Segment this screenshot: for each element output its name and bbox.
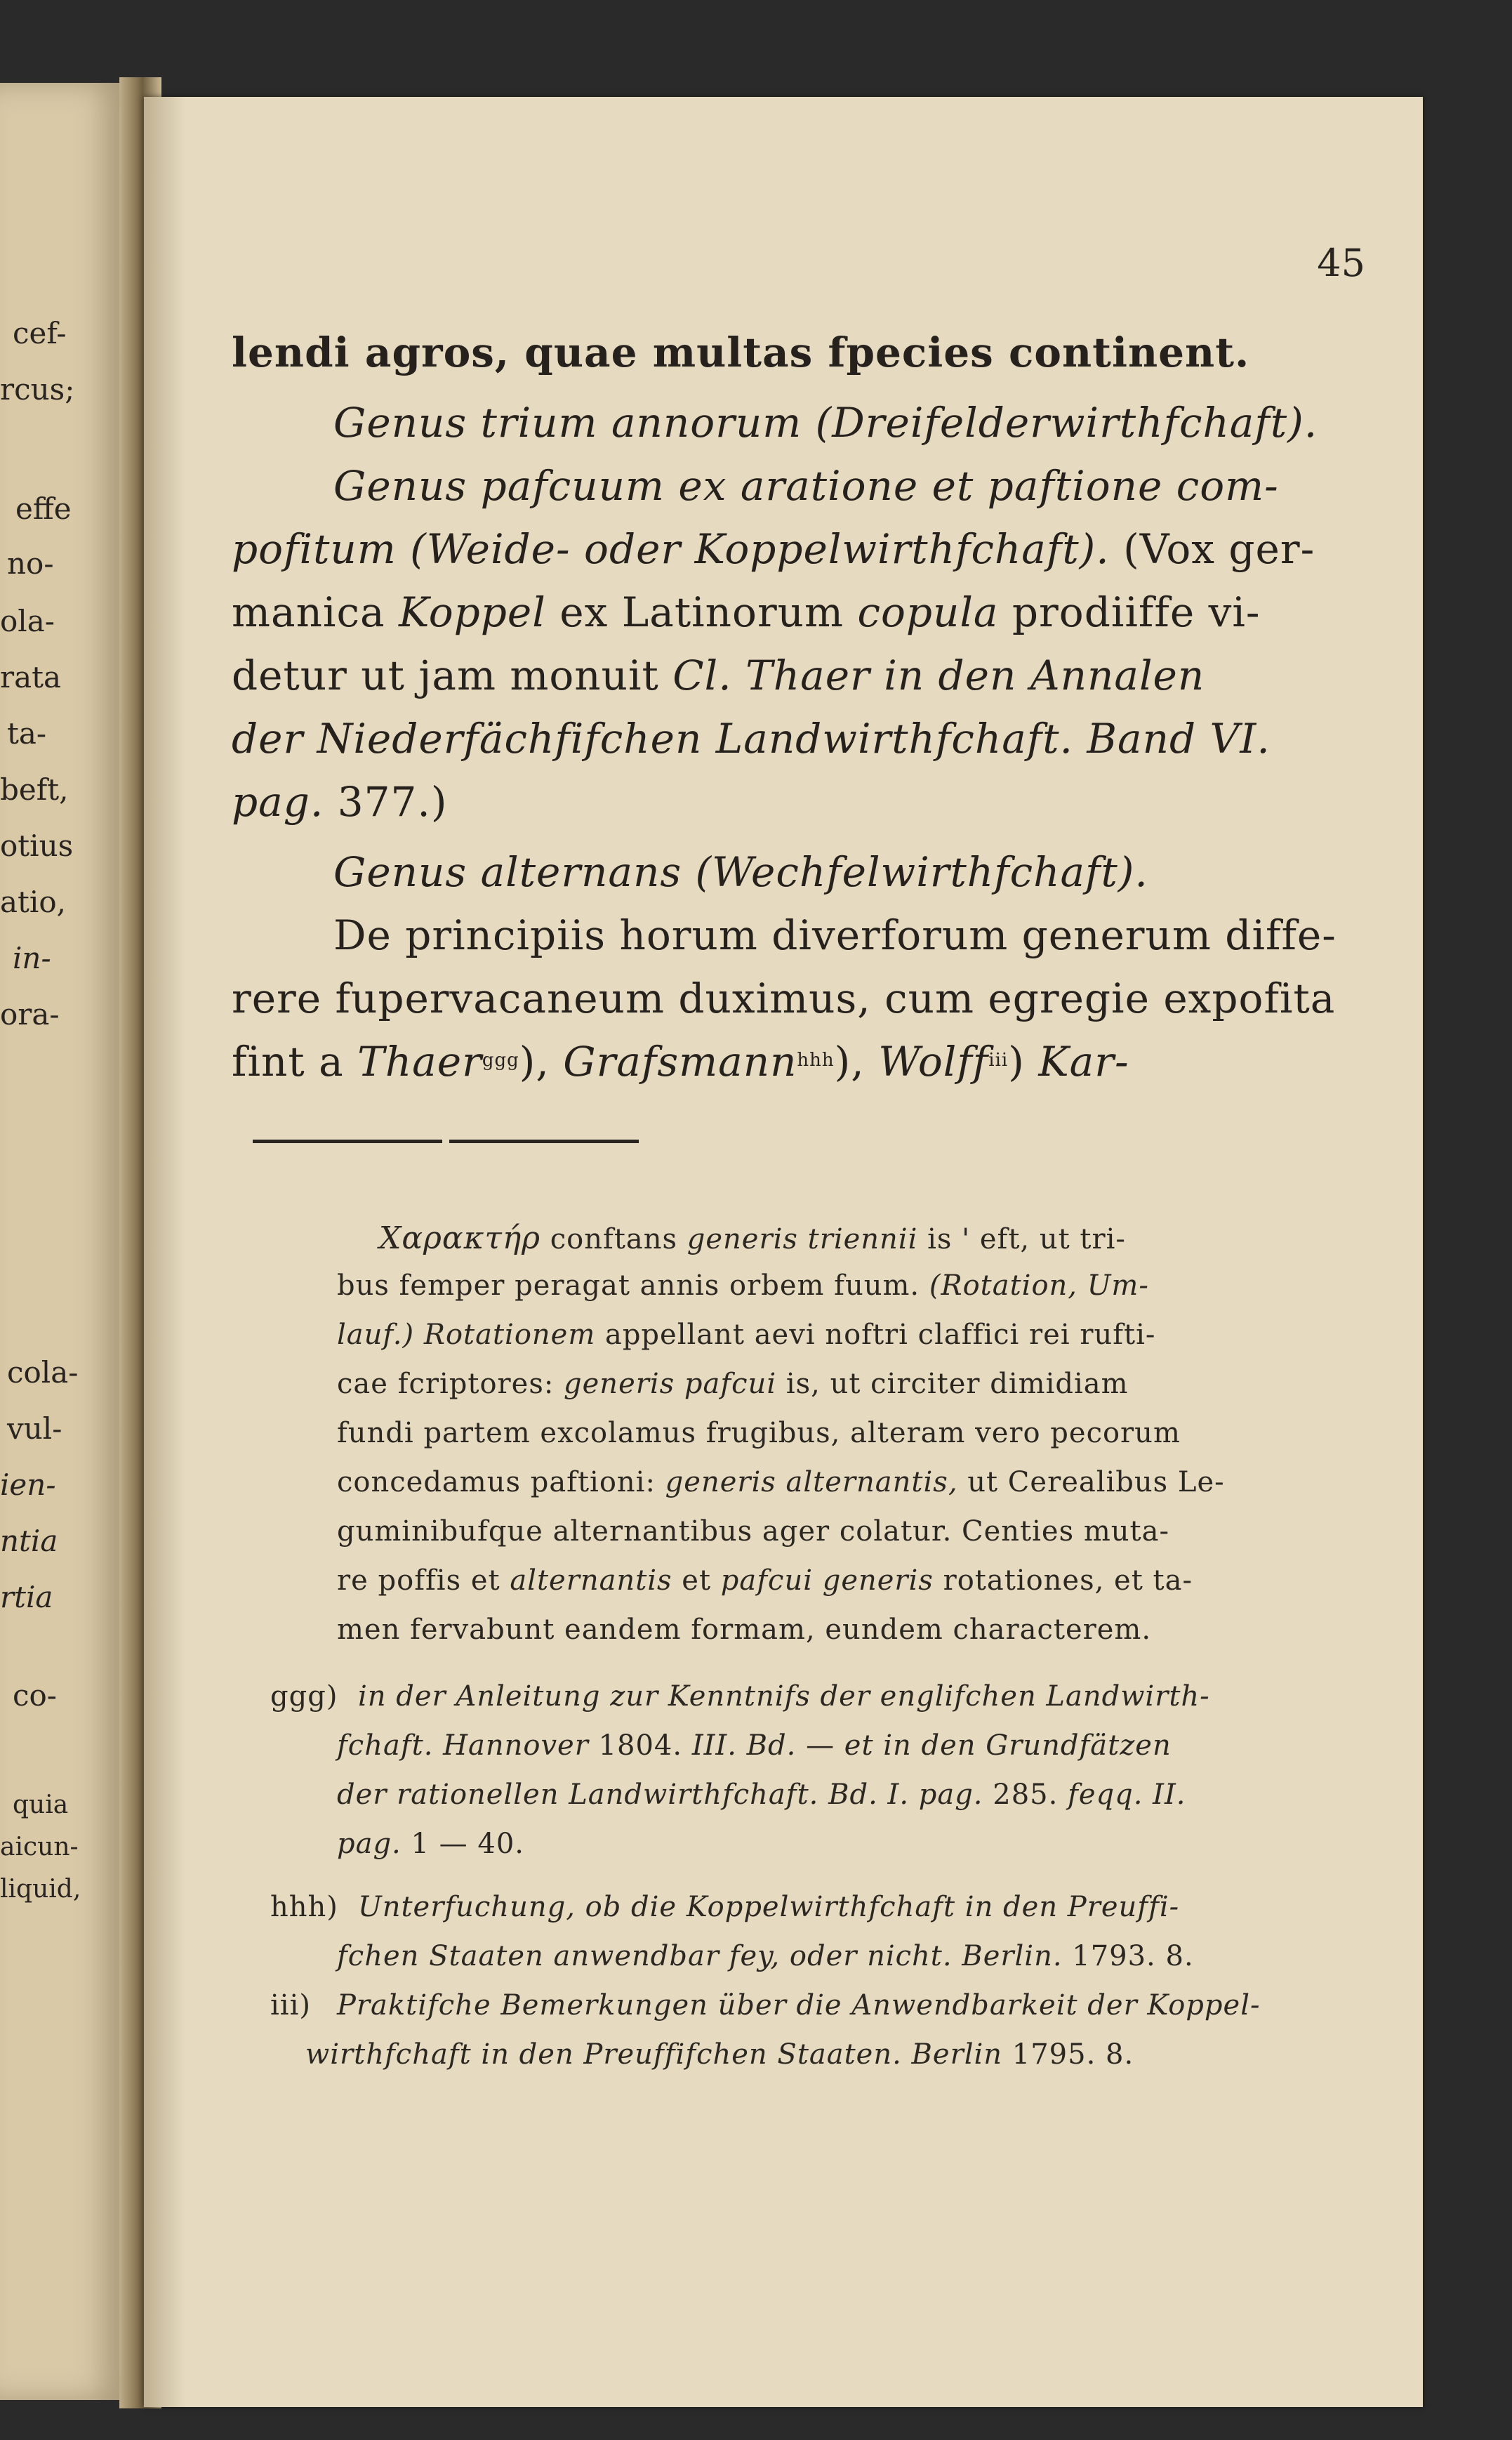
reference-line: Unterfuchung, ob die Koppelwirthfchaft in den Preuffi- — [358, 1891, 1180, 1923]
text-span — [414, 1319, 424, 1351]
footnote-marker: iii — [988, 1050, 1009, 1071]
text-span: III. Bd. — [691, 1729, 797, 1762]
text-span: lendi agros, quae multas fpecies continent. — [232, 329, 1250, 376]
text-line — [232, 715, 1271, 763]
left-fragment: quia — [13, 1791, 69, 1819]
reference-line: Praktifche Bemerkungen über die Anwendbarkeit der Koppel- — [337, 1989, 1261, 2022]
left-fragment: effe — [15, 492, 72, 526]
left-fragment: beft, — [0, 772, 69, 807]
reference-line — [305, 2038, 1134, 2071]
text-span: (Rotation, Um- — [929, 1270, 1149, 1302]
text-span: guminibufque alternantibus ager colatur. Centies muta- — [337, 1515, 1169, 1548]
reference-line — [337, 1729, 1172, 1762]
text-span: Thaer — [357, 1038, 482, 1086]
text-span: is ' eft, ut tri- — [917, 1223, 1126, 1255]
reference-line: in der Anleitung zur Kenntnifs der englifchen Landwirth- — [358, 1680, 1210, 1713]
footnote-line — [337, 1466, 1225, 1498]
left-page — [0, 83, 125, 2400]
text-span: conftans — [541, 1223, 687, 1255]
left-fragment: ola- — [0, 604, 55, 638]
text-span: ), — [834, 1038, 879, 1086]
reference-line — [337, 1940, 1194, 1972]
text-line — [232, 1038, 1129, 1086]
reference-line — [337, 1828, 524, 1860]
text-line — [333, 462, 1279, 510]
text-span: appellant aevi noftri claffici rei rufti- — [595, 1319, 1156, 1351]
text-span: fchaft. Hannover — [337, 1729, 589, 1762]
text-span: Rotationem — [423, 1319, 596, 1351]
footnote-line — [337, 1564, 1193, 1597]
text-span: — — [796, 1729, 844, 1762]
text-span: pafcui generis — [720, 1564, 934, 1597]
text-span: prodiiffe vi- — [998, 588, 1261, 636]
page-number: 45 — [1317, 241, 1365, 285]
text-span: 377.) — [324, 778, 448, 826]
text-span: 1793. 8. — [1062, 1940, 1194, 1972]
left-fragment: otius — [0, 829, 74, 863]
text-span: ), — [519, 1038, 564, 1086]
text-span: Genus trium annorum (Dreifelderwirthfchaft). — [333, 399, 1318, 447]
left-fragment: cef- — [13, 316, 67, 350]
left-fragment: ien- — [0, 1468, 56, 1502]
text-line — [333, 848, 1148, 896]
text-span: Kar- — [1038, 1038, 1129, 1086]
text-span: ut Cerealibus Le- — [957, 1466, 1225, 1498]
left-fragment: rcus; — [0, 372, 75, 407]
text-span: wirthfchaft in den Preuffifchen Staaten. Berlin — [305, 2038, 1003, 2071]
text-line — [232, 778, 448, 826]
text-span: 1804. — [588, 1729, 692, 1762]
footnote-marker: ggg — [482, 1050, 519, 1071]
text-span: rere fupervacaneum duximus, cum egregie expofita — [232, 975, 1336, 1022]
text-span: De principiis horum diverforum generum diffe- — [333, 911, 1337, 959]
footnote-rule — [253, 1140, 442, 1143]
text-span: 1795. 8. — [1002, 2038, 1134, 2071]
text-span: re poffis et — [337, 1564, 510, 1597]
text-span: ) — [1008, 1038, 1039, 1086]
text-line — [333, 911, 1337, 959]
text-span: pag. — [337, 1828, 402, 1860]
text-span: Wolff — [878, 1038, 989, 1086]
text-line — [232, 975, 1335, 1022]
reference-label: iii) — [270, 1989, 311, 2022]
left-fragment: co- — [13, 1678, 57, 1713]
left-fragment: ta- — [7, 716, 47, 751]
text-span: Grafsmann — [563, 1038, 797, 1086]
text-span: men fervabunt eandem formam, eundem characterem. — [337, 1614, 1152, 1646]
reference-label: hhh) — [270, 1891, 338, 1923]
footnote-line — [337, 1614, 1151, 1646]
text-span: copula — [857, 588, 999, 636]
text-span: et — [672, 1564, 721, 1597]
text-span: 1 — 40. — [401, 1828, 524, 1860]
text-span: generis triennii — [687, 1223, 918, 1255]
text-span: bus femper peragat annis orbem fuum. — [337, 1270, 929, 1302]
footnote-line — [337, 1368, 1129, 1400]
left-fragment: rata — [0, 660, 62, 694]
text-span: generis alternantis, — [665, 1466, 958, 1498]
text-line — [232, 652, 1205, 699]
text-span: Χαρακτήρ — [379, 1220, 541, 1256]
text-span: is, ut circiter dimidiam — [776, 1368, 1129, 1400]
text-span: ex Latinorum — [545, 588, 858, 636]
text-line — [232, 329, 1249, 376]
text-span: et in den Grundfätzen — [844, 1729, 1172, 1762]
text-span: cae fcriptores: — [337, 1368, 564, 1400]
text-span: Genus alternans (Wechfelwirthfchaft). — [333, 848, 1148, 896]
text-span: fint a — [232, 1038, 358, 1086]
text-span: lauf.) — [337, 1319, 415, 1351]
text-span: concedamus paftioni: — [337, 1466, 665, 1498]
left-fragment: atio, — [0, 885, 66, 919]
text-span: alternantis — [510, 1564, 672, 1597]
left-fragment: ntia — [0, 1524, 58, 1558]
left-fragment: rtia — [0, 1580, 53, 1614]
text-span: Genus pafcuum ex aratione et paftione com- — [333, 462, 1279, 510]
left-fragment: no- — [7, 546, 54, 581]
text-span: feqq. II. — [1068, 1779, 1186, 1811]
footnote-line — [379, 1220, 1126, 1256]
text-span: generis pafcui — [564, 1368, 777, 1400]
footnote-marker: hhh — [797, 1050, 835, 1071]
reference-line — [337, 1779, 1186, 1811]
right-page — [144, 97, 1423, 2407]
text-span: pofitum (Weide- oder Koppelwirthfchaft). — [232, 525, 1110, 573]
left-fragment: cola- — [7, 1355, 79, 1390]
text-line — [232, 525, 1315, 573]
footnote-line — [337, 1515, 1169, 1548]
text-line — [333, 399, 1318, 447]
text-line — [232, 588, 1261, 636]
text-span: Koppel — [398, 588, 546, 636]
left-fragment: aicun- — [0, 1833, 79, 1861]
footnote-line — [337, 1270, 1149, 1302]
text-span: der rationellen Landwirthfchaft. Bd. I. pag. — [337, 1779, 983, 1811]
text-span: 285. — [983, 1779, 1068, 1811]
text-span: Cl. Thaer in den Annalen — [672, 652, 1205, 699]
text-span: pag. — [232, 778, 324, 826]
text-span: fchen Staaten anwendbar fey, oder nicht. Berlin. — [337, 1940, 1063, 1972]
text-span: (Vox ger- — [1109, 525, 1315, 573]
reference-label: ggg) — [270, 1680, 338, 1713]
left-fragment: liquid, — [0, 1875, 81, 1904]
left-fragment: vul- — [7, 1411, 62, 1446]
footnote-line — [337, 1319, 1155, 1351]
footnote-rule — [449, 1140, 639, 1143]
text-span: fundi partem excolamus frugibus, alteram vero pecorum — [337, 1417, 1181, 1449]
text-span: der Niederfächfifchen Landwirthfchaft. Band VI. — [232, 715, 1271, 763]
footnote-line — [337, 1417, 1181, 1449]
text-span: detur ut jam monuit — [232, 652, 673, 699]
text-span: manica — [232, 588, 399, 636]
text-span: rotationes, et ta- — [933, 1564, 1193, 1597]
left-fragment: ora- — [0, 997, 60, 1031]
left-fragment: in- — [13, 941, 51, 975]
